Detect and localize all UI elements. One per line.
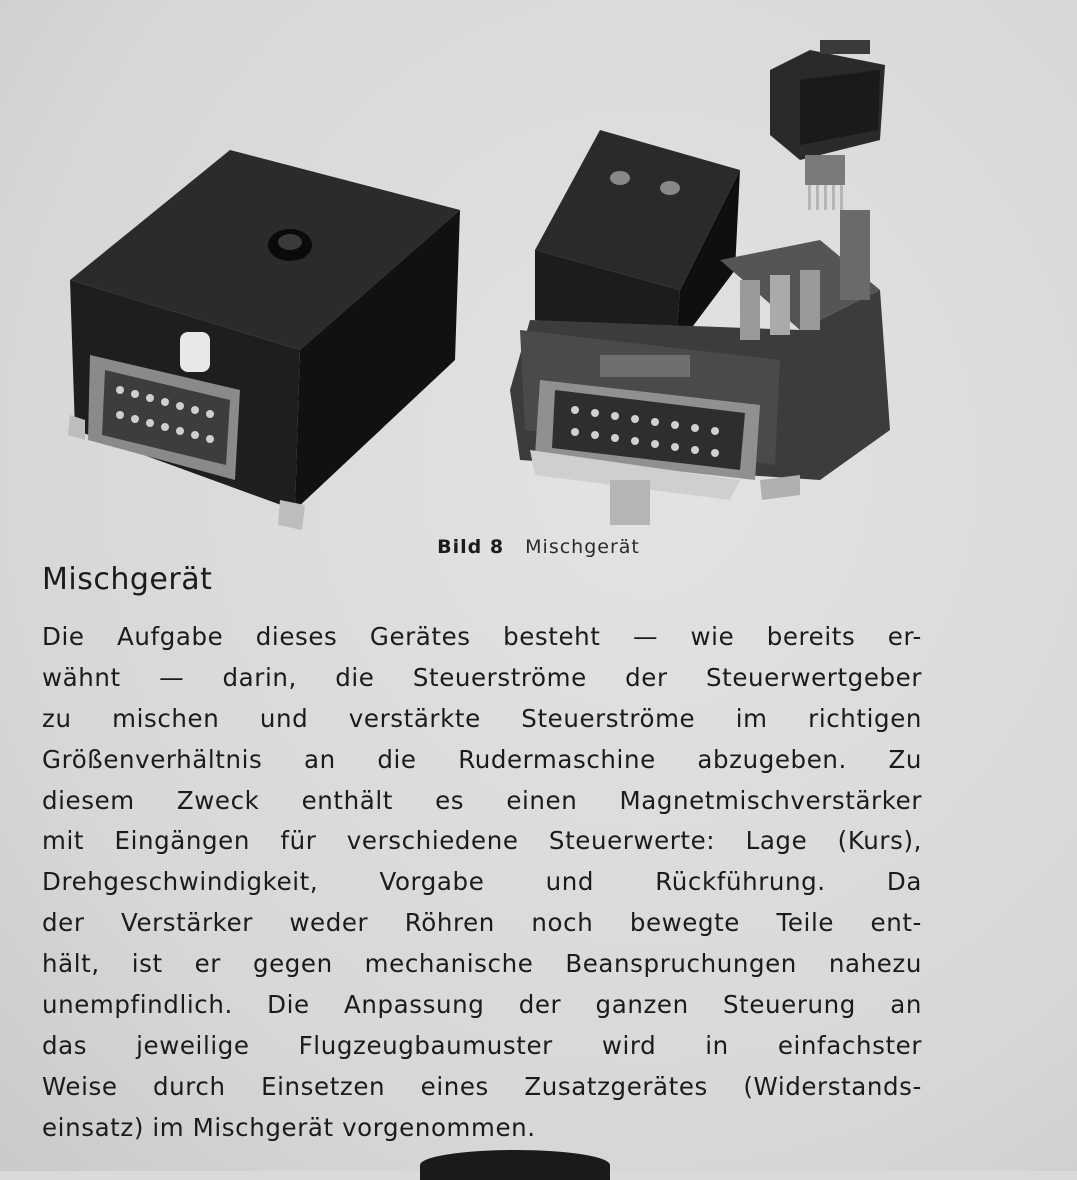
closed-unit-image bbox=[68, 150, 460, 530]
text-line: wähnt — darin, die Steuerströme der Steuerwertgeber bbox=[42, 662, 922, 692]
text-line: das jeweilige Flugzeugbaumuster wird in einfachster bbox=[42, 1030, 922, 1060]
text-line: mit Eingängen für verschiedene Steuerwerte: Lage (Kurs), bbox=[42, 826, 922, 856]
text-line: unempfindlich. Die Anpassung der ganzen Steuerung an bbox=[42, 990, 922, 1020]
text-line: Größenverhältnis an die Rudermaschine abzugeben. Zu bbox=[42, 744, 922, 774]
text-line: zu mischen und verstärkte Steuerströme im richtigen bbox=[42, 703, 922, 733]
text-line: Weise durch Einsetzen eines Zusatzgerätes (Widerstands- bbox=[42, 1071, 922, 1101]
text-line: Die Aufgabe dieses Gerätes besteht — wie bereits er- bbox=[42, 622, 922, 651]
text-line: Drehgeschwindigkeit, Vorgabe und Rückführung. Da bbox=[42, 867, 922, 897]
mixing-device-illustration bbox=[40, 10, 1040, 530]
text-line: hält, ist er gegen mechanische Beanspruchungen nahezu bbox=[42, 949, 922, 979]
body-paragraph bbox=[42, 617, 922, 1149]
section-heading: Mischgerät bbox=[42, 562, 213, 597]
figure-label: Mischgerät bbox=[525, 536, 640, 558]
figure-caption bbox=[0, 536, 1077, 558]
text-line: diesem Zweck enthält es einen Magnetmischverstärker bbox=[42, 785, 922, 815]
figure-number: Bild 8 bbox=[437, 536, 505, 558]
text-line: der Verstärker weder Röhren noch bewegte Teile ent- bbox=[42, 908, 922, 938]
open-unit-image bbox=[510, 40, 890, 525]
text-line: einsatz) im Mischgerät vorgenommen. bbox=[42, 1112, 536, 1142]
bottom-shadow bbox=[420, 1150, 610, 1180]
device-photo bbox=[40, 10, 1040, 530]
